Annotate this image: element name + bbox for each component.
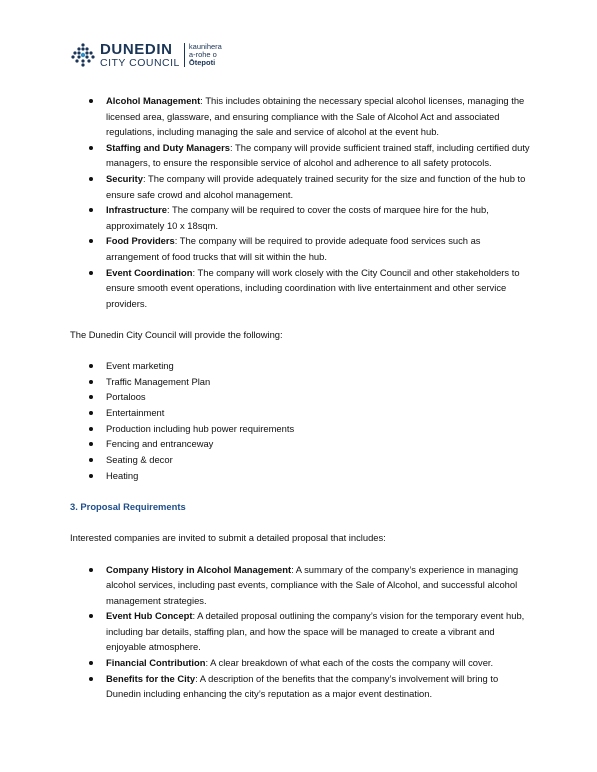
item-text: : A description of the benefits that the company’s involvement will bring to Dunedin including enhancing the city’s reputation as a major event destination. — [106, 672, 499, 700]
proposal-intro: Interested companies are invited to submit a detailed proposal that includes: — [70, 531, 386, 543]
list-item — [70, 265, 530, 312]
list-item: Production including hub power requirements — [70, 421, 530, 437]
list-item: Fencing and entranceway — [70, 436, 530, 452]
item-text: : A clear breakdown of what each of the costs the company will cover. — [205, 657, 494, 669]
item-term: Food Providers — [106, 235, 175, 247]
list-item — [70, 233, 530, 264]
item-term: Infrastructure — [106, 204, 167, 216]
list-item — [70, 562, 530, 609]
logo-maori-name — [189, 43, 222, 68]
dcc-logo-mark-icon — [70, 42, 96, 68]
list-item: Portaloos — [70, 389, 530, 405]
item-term: Financial Contribution — [106, 657, 206, 669]
proposal-requirements-list — [70, 562, 530, 702]
list-item: Seating & decor — [70, 452, 530, 468]
document-body — [70, 93, 530, 702]
logo-line2: CITY COUNCIL — [100, 57, 180, 69]
list-item: Event marketing — [70, 358, 530, 374]
item-term: Event Hub Concept — [106, 610, 193, 622]
list-item — [70, 140, 530, 171]
item-term: Staffing and Duty Managers — [106, 141, 230, 153]
list-item — [70, 93, 530, 140]
item-text: : The company will work closely with the City Council and other stakeholders to ensure smooth event operations, including coordination with live entertainment and other service providers. — [106, 266, 520, 309]
item-text: : The company will be required to cover the costs of marquee hire for the hub, approximately 10 x 18sqm. — [106, 204, 489, 231]
list-item — [70, 202, 530, 233]
item-text: : The company will provide sufficient trained staff, including certified duty managers, to ensure the responsible service of alcohol and adherence to all safety protocols. — [106, 141, 530, 169]
logo-divider — [184, 43, 185, 67]
item-term: Security — [106, 172, 143, 184]
item-term: Company History in Alcohol Management — [106, 563, 292, 575]
list-item — [70, 655, 530, 671]
list-item — [70, 671, 530, 702]
responsibilities-list — [70, 93, 530, 311]
item-text: : This includes obtaining the necessary special alcohol licenses, managing the licensed area, glassware, and ensuring compliance with the Sale of Alcohol Act and associated regulations, including managing the sale and service of alcohol at the event hub. — [106, 95, 525, 138]
logo-wordmark — [100, 42, 180, 69]
logo-maori-line3: Ōtepoti — [188, 58, 216, 68]
logo-line1: DUNEDIN — [100, 41, 173, 58]
list-item — [70, 171, 530, 202]
item-text: : A detailed proposal outlining the company’s vision for the temporary event hub, including bar details, staffing plan, and how the space will be managed to create a vibrant and enjoyable atmosphere. — [106, 610, 525, 653]
council-intro: The Dunedin City Council will provide the following: — [70, 329, 283, 341]
item-text: : The company will provide adequately trained security for the size and function of the hub to ensure safe crowd and alcohol management. — [106, 172, 526, 200]
section-heading: 3. Proposal Requirements — [70, 501, 186, 513]
list-item — [70, 608, 530, 655]
council-provides-list — [70, 358, 530, 483]
item-term: Event Coordination — [106, 266, 193, 278]
logo-maori-line2: a-rohe o — [188, 50, 217, 60]
dcc-logo — [70, 42, 222, 69]
item-text: : A summary of the company’s experience in managing alcohol services, including past events, compliance with the Sale of Alcohol, and successful alcohol management strategies. — [106, 563, 519, 606]
list-item: Heating — [70, 468, 530, 484]
item-text: : The company will be required to provide adequate food services such as arrangement of food trucks that will sit within the hub. — [106, 235, 481, 262]
logo-maori-line1: kaunihera — [188, 41, 222, 51]
item-term: Alcohol Management — [106, 95, 201, 106]
list-item: Traffic Management Plan — [70, 374, 530, 390]
item-term: Benefits for the City — [106, 672, 196, 684]
list-item: Entertainment — [70, 405, 530, 421]
